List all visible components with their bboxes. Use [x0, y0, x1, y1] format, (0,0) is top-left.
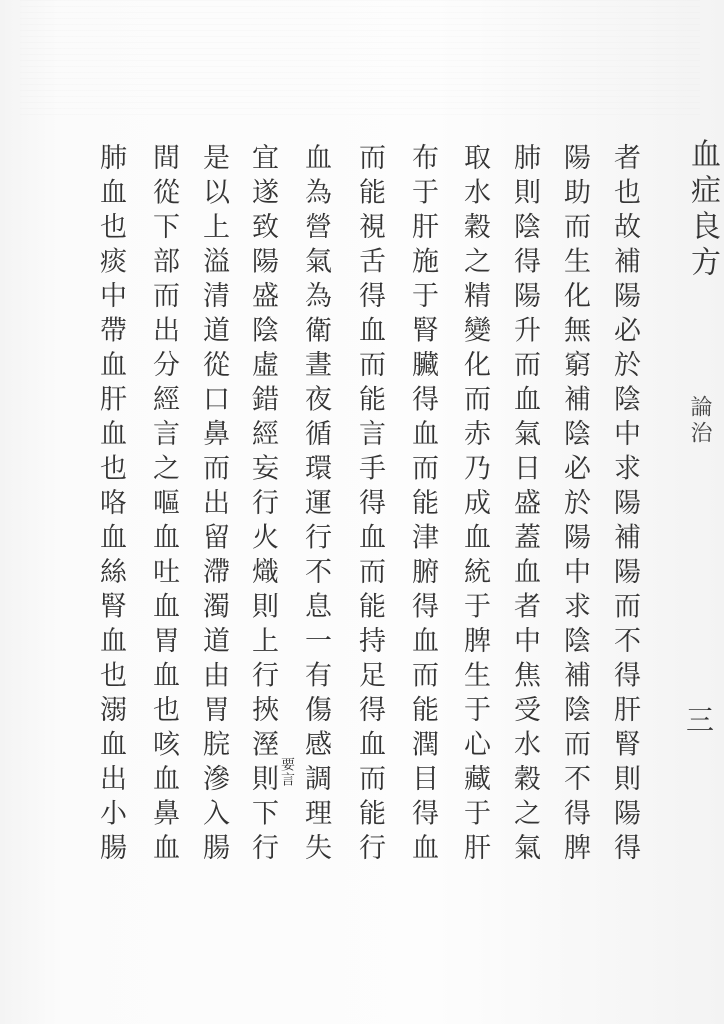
text-column-6: 而能視舌得血而能言手得血而能持足得血而能行	[354, 143, 385, 868]
text-column-8: 宜遂致陽盛陰虛錯經妄行火熾則上行挾溼則下行	[247, 143, 278, 868]
text-column-10: 間從下部而出分經言之嘔血吐血胃血也咳血鼻血	[148, 143, 179, 868]
text-column-5: 布于肝施于腎臟得血而能津腑得血而能潤目得血	[407, 143, 438, 868]
page-number: 三	[682, 705, 715, 733]
text-column-1: 者也故補陽必於陰中求陽補陽而不得肝腎則陽得	[609, 143, 640, 868]
text-column-4: 取水穀之精變化而赤乃成血統于脾生于心藏于肝	[459, 143, 490, 868]
scan-noise	[20, 0, 700, 120]
book-title: 血症良方	[685, 138, 720, 282]
text-column-9: 是以上溢清道從口鼻而出留滯濁道由胃脘滲入腸	[198, 143, 229, 868]
section-label: 論治	[687, 395, 712, 447]
interlinear-note: 要言	[279, 757, 295, 787]
text-column-3: 肺則陰得陽升而血氣日盛蓋血者中焦受水穀之氣	[509, 143, 540, 868]
text-column-2: 陽助而生化無窮補陰必於陽中求陰補陰而不得脾	[559, 143, 590, 868]
text-column-11: 肺血也痰中帶血肝血也咯血絲腎血也溺血出小腸	[95, 143, 126, 868]
text-column-7: 血為營氣為衛晝夜循環運行不息一有傷感調理失	[300, 143, 331, 868]
